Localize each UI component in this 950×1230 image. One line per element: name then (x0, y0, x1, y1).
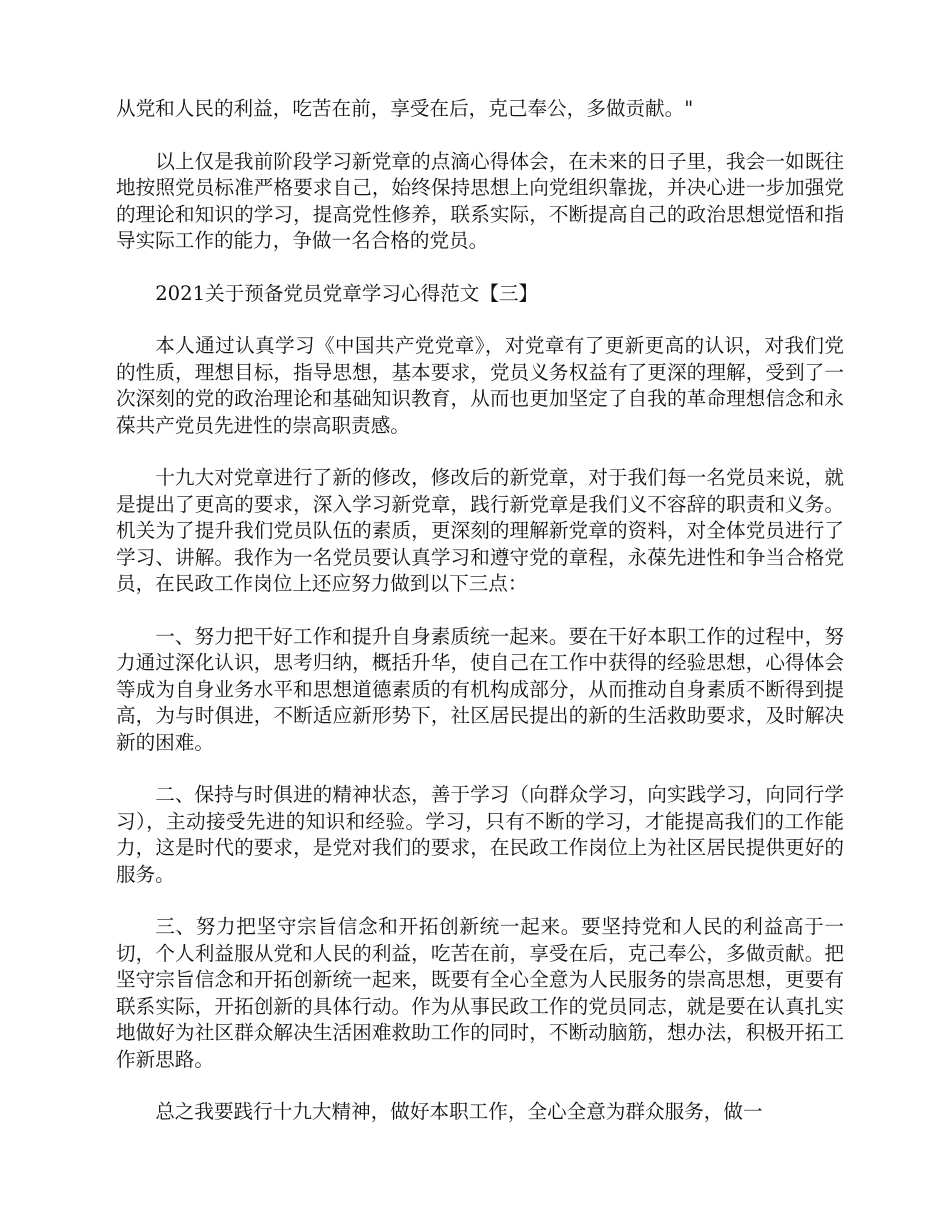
paragraph-4: 本人通过认真学习《中国共产党党章》，对党章有了更新更高的认识，对我们党的性质，理想目标，指导思想，基本要求，党员义务权益有了更深的理解，受到了一次深刻的党的政治理论和基础知识教育，从而也更加坚定了自我的革命理想信念和永葆共产党员先进性的崇高职责感。 (116, 334, 844, 437)
paragraph-5: 十九大对党章进行了新的修改，修改后的新党章，对于我们每一名党员来说，就是提出了更高的要求，深入学习新党章，践行新党章是我们义不容辞的职责和义务。机关为了提升我们党员队伍的素质，更深刻的理解新党章的资料，对全体党员进行了学习、讲解。我作为一名党员要认真学习和遵守党的章程，永葆先进性和争当合格党员，在民政工作岗位上还应努力做到以下三点： (116, 466, 844, 595)
paragraph-9: 总之我要践行十九大精神，做好本职工作，全心全意为群众服务，做一 (155, 1100, 763, 1123)
paragraph-8: 三、努力把坚守宗旨信念和开拓创新统一起来。要坚持党和人民的利益高于一切，个人利益服从党和人民的利益，吃苦在前，享受在后，克己奉公，多做贡献。把坚守宗旨信念和开拓创新统一起来，既要有全心全意为人民服务的崇高思想，更要有联系实际，开拓创新的具体行动。作为从事民政工作的党员同志，就是要在认真扎实地做好为社区群众解决生活困难救助工作的同时，不断动脑筋，想办法，积极开拓工作新思路。 (116, 915, 844, 1071)
paragraph-7: 二、保持与时俱进的精神状态，善于学习（向群众学习，向实践学习，向同行学习），主动接受先进的知识和经验。学习，只有不断的学习，才能提高我们的工作能力，这是时代的要求，是党对我们的要求，在民政工作岗位上为社区居民提供更好的服务。 (116, 783, 844, 886)
paragraph-1: 从党和人民的利益，吃苦在前，享受在后，克己奉公，多做贡献。" (116, 97, 694, 120)
paragraph-6: 一、努力把干好工作和提升自身素质统一起来。要在干好本职工作的过程中，努力通过深化认识，思考归纳，概括升华，使自己在工作中获得的经验思想，心得体会等成为自身业务水平和思想道德素质的有机构成部分，从而推动自身素质不断得到提高，为与时俱进，不断适应新形势下，社区居民提出的新的生活救助要求，及时解决新的困难。 (116, 624, 844, 754)
section-heading: 2021关于预备党员党章学习心得范文【三】 (155, 281, 539, 305)
paragraph-2: 以上仅是我前阶段学习新党章的点滴心得体会，在未来的日子里，我会一如既往地按照党员标准严格要求自己，始终保持思想上向党组织靠拢，并决心进一步加强党的理论和知识的学习，提高党性修养，联系实际，不断提高自己的政治思想觉悟和指导实际工作的能力，争做一名合格的党员。 (116, 149, 844, 252)
